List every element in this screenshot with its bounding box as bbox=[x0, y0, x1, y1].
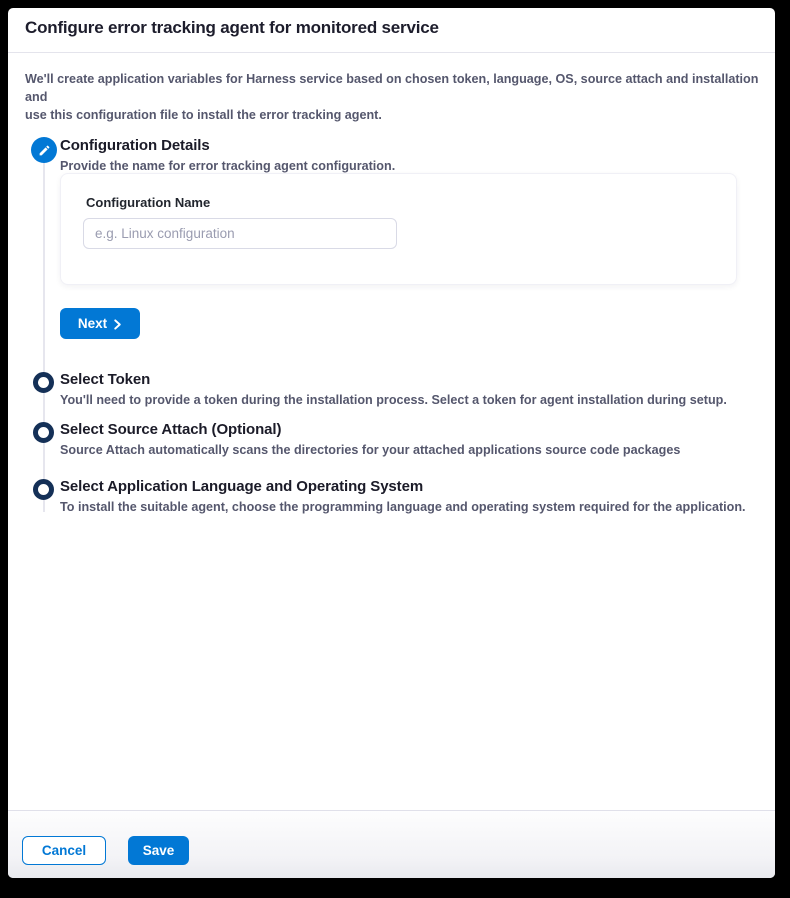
next-button[interactable] bbox=[60, 308, 140, 339]
intro-line-1: We'll create application variables for Harness service based on chosen token, language, OS, source attach and installation and bbox=[25, 72, 759, 104]
save-button[interactable]: Save bbox=[128, 836, 189, 865]
configuration-name-label: Configuration Name bbox=[86, 195, 211, 210]
next-button-label: Next bbox=[77, 316, 108, 331]
step-title: Select Source Attach (Optional) bbox=[60, 421, 282, 438]
step-title: Select Token bbox=[60, 371, 151, 388]
step-description: To install the suitable agent, choose the programming language and operating system required for the application. bbox=[60, 500, 746, 514]
step-description: Source Attach automatically scans the directories for your attached applications source code packages bbox=[60, 443, 681, 457]
step-description: Provide the name for error tracking agent configuration. bbox=[60, 159, 396, 173]
step-select-token bbox=[60, 370, 750, 408]
step-configuration-details bbox=[60, 136, 720, 174]
wizard-connector-line bbox=[43, 150, 45, 512]
configuration-name-card bbox=[60, 173, 737, 285]
page-title: Configure error tracking agent for monitored service bbox=[25, 18, 439, 37]
intro-line-2: use this configuration file to install the error tracking agent. bbox=[25, 108, 382, 122]
step-select-language-os bbox=[60, 477, 760, 515]
step-description: You'll need to provide a token during the installation process. Select a token for agent installation during setup. bbox=[60, 393, 727, 407]
edit-pencil-icon bbox=[31, 137, 57, 163]
configure-agent-dialog bbox=[8, 8, 775, 878]
cancel-button[interactable]: Cancel bbox=[22, 836, 106, 865]
step-select-source-attach bbox=[60, 420, 750, 458]
step-ring-icon bbox=[33, 372, 54, 393]
header-divider bbox=[8, 52, 775, 53]
step-ring-icon bbox=[33, 422, 54, 443]
step-title: Select Application Language and Operating System bbox=[60, 478, 424, 495]
intro-text bbox=[25, 70, 767, 124]
step-ring-icon bbox=[33, 479, 54, 500]
chevron-right-icon bbox=[113, 319, 122, 330]
configuration-name-input[interactable] bbox=[83, 218, 397, 249]
footer-bar bbox=[8, 811, 775, 878]
step-title: Configuration Details bbox=[60, 137, 210, 154]
